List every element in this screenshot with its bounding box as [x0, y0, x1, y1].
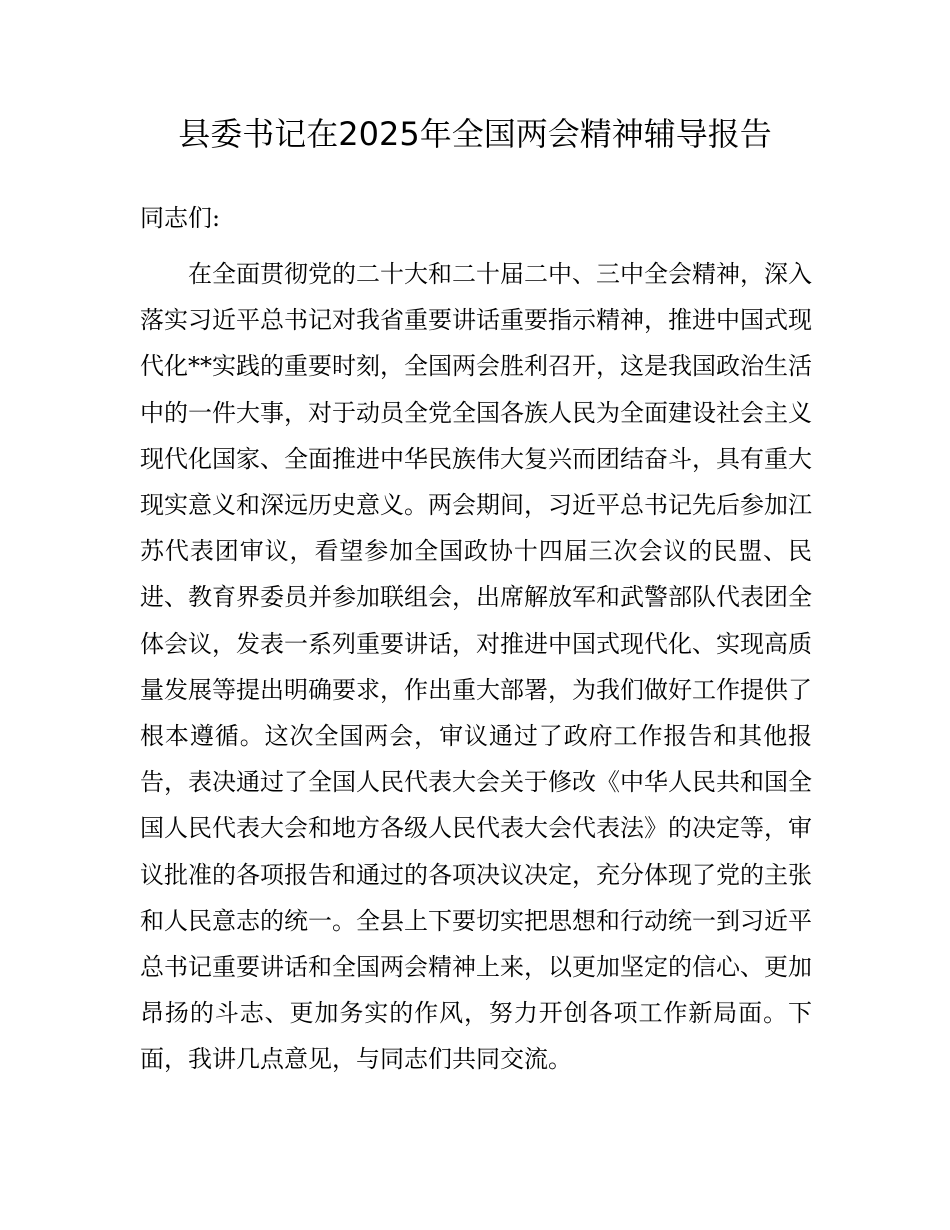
- salutation: 同志们:: [140, 204, 221, 232]
- body-paragraph: 在全面贯彻党的二十大和二十届二中、三中全会精神，深入落实习近平总书记对我省重要讲话重要指示精神，推进中国式现代化**实践的重要时刻，全国两会胜利召开，这是我国政治生活中的一件大事，对于动员全党全国各族人民为全面建设社会主义现代化国家、全面推进中华民族伟大复兴而团结奋斗，具有重大现实意义和深远历史意义。两会期间，习近平总书记先后参加江苏代表团审议，看望参加全国政协十四届三次会议的民盟、民进、教育界委员并参加联组会，出席解放军和武警部队代表团全体会议，发表一系列重要讲话，对推进中国式现代化、实现高质量发展等提出明确要求，作出重大部署，为我们做好工作提供了根本遵循。这次全国两会，审议通过了政府工作报告和其他报告，表决通过了全国人民代表大会关于修改《中华人民共和国全国人民代表大会和地方各级人民代表大会代表法》的决定等，审议批准的各项报告和通过的各项决议决定，充分体现了党的主张和人民意志的统一。全县上下要切实把思想和行动统一到习近平总书记重要讲话和全国两会精神上来，以更加坚定的信心、更加昂扬的斗志、更加务实的作风，努力开创各项工作新局面。下面，我讲几点意见，与同志们共同交流。: [140, 260, 812, 1074]
- document-title: 县委书记在2025年全国两会精神辅导报告: [178, 115, 772, 153]
